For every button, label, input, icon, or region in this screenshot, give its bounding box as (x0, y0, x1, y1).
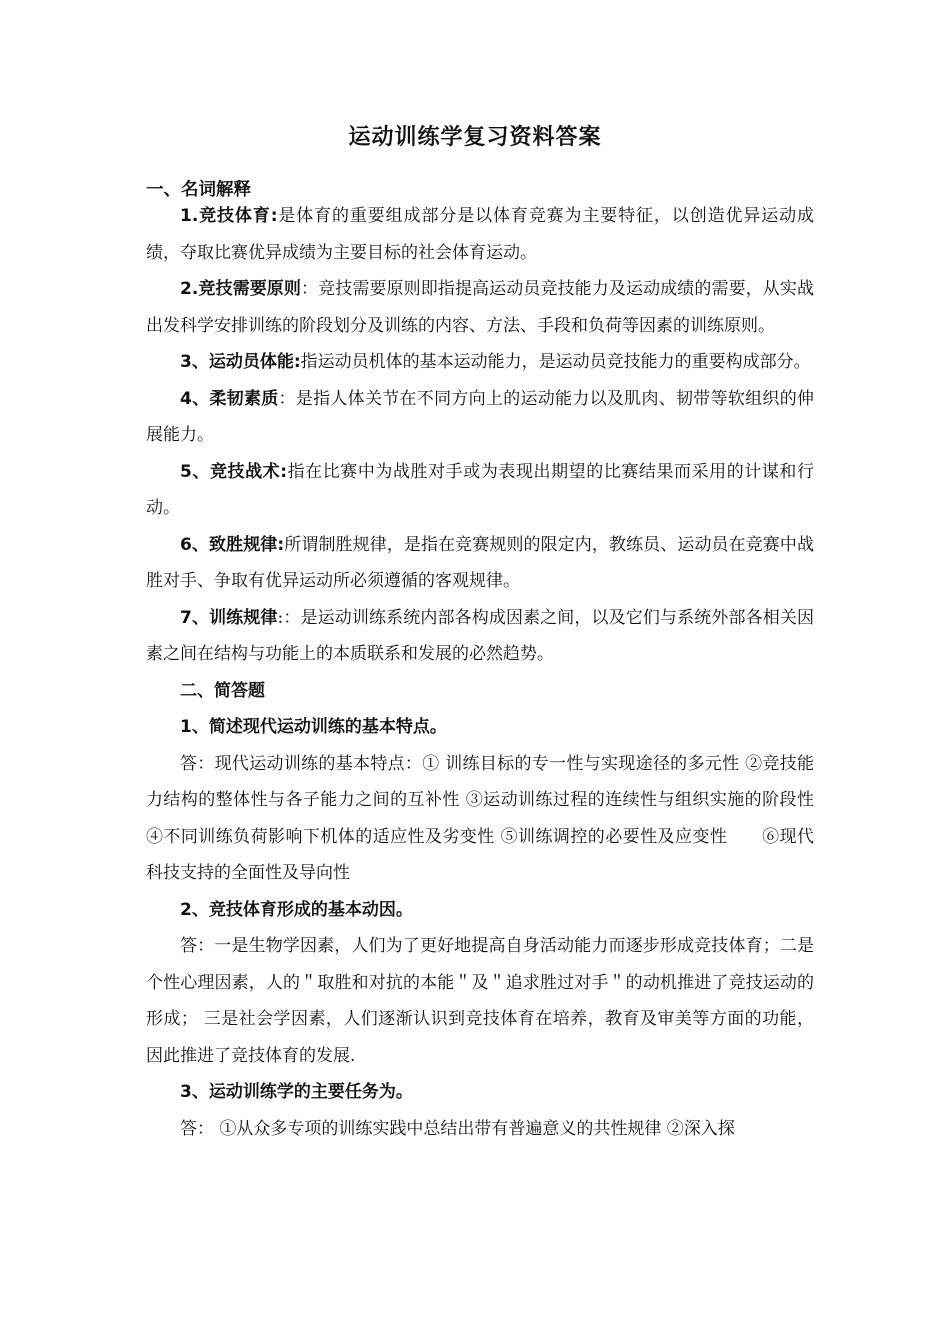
term-text: 是体育的重要组成部分是以体育竞赛为主要特征，以创造优异运动成绩，夺取比赛优异成绩为主要目标的社会体育运动。 (146, 206, 814, 263)
term-definition (146, 271, 814, 344)
answer-text: 答：现代运动训练的基本特点：① 训练目标的专一性与实现途径的多元性 ②竞技能力结构的整体性与各子能力之间的互补性 ③运动训练过程的连续性与组织实施的阶段性 ④不同训练负荷影响下机体的适应性及劣变性 ⑤训练调控的必要性及应变性 ⑥现代科技支持的全面性及导向性 (146, 753, 831, 883)
term-text: 指在比赛中为战胜对手或为表现出期望的比赛结果而采用的计谋和行动。 (146, 461, 814, 518)
term-label: 2.竞技需要原则 (180, 279, 302, 299)
term-text: :：是运动训练系统内部各构成因素之间，以及它们与系统外部各相关因素之间在结构与功能上的本质联系和发展的必然趋势。 (146, 607, 814, 664)
term-label: 6、致胜规律: (180, 534, 285, 555)
section-heading-terms: 一、名词解释 (146, 180, 251, 200)
section-heading-short-answer: 二、简答题 (180, 680, 265, 701)
page-title: 运动训练学复习资料答案 (348, 125, 602, 150)
document-body (146, 198, 831, 1147)
term-definition (146, 454, 814, 527)
question-title: 3、运动训练学的主要任务为。 (180, 1082, 413, 1102)
term-text: 指运动员机体的基本运动能力，是运动员竞技能力的重要构成部分。 (300, 352, 811, 372)
term-text: ：是指人体关节在不同方向上的运动能力以及肌肉、韧带等软组织的伸展能力。 (146, 388, 814, 445)
term-text: ：竞技需要原则即指提高运动员竞技能力及运动成绩的需要，从实战出发科学安排训练的阶段划分及训练的内容、方法、手段和负荷等因素的训练原则。 (146, 279, 814, 336)
term-label: 7、训练规律 (180, 607, 278, 628)
question-title: 2、竞技体育形成的基本动因。 (180, 899, 413, 920)
answer-text: 答： ①从众多专项的训练实践中总结出带有普遍意义的共性规律 ②深入探 (180, 1118, 735, 1139)
term-label: 3、运动员体能: (180, 352, 301, 372)
term-label: 5、竞技战术: (180, 461, 288, 482)
term-definition (146, 527, 814, 600)
term-label: 1.竞技体育: (180, 206, 278, 226)
question-title: 1、简述现代运动训练的基本特点。 (180, 717, 447, 737)
term-definition (146, 381, 814, 454)
term-definition (146, 344, 814, 381)
term-definition (146, 600, 814, 673)
term-label: 4、柔韧素质 (180, 388, 279, 409)
term-definition (146, 198, 814, 271)
term-text: 所谓制胜规律，是指在竞赛规则的限定内，教练员、运动员在竞赛中战胜对手、争取有优异运动所必须遵循的客观规律。 (146, 534, 814, 591)
answer-text: 答：一是生物学因素，人们为了更好地提高自身活动能力而逐步形成竞技体育；二是个性心理因素，人的＂取胜和对抗的本能＂及＂追求胜过对手＂的动机推进了竞技运动的形成； 三是社会学因素，人们逐渐认识到竞技体育在培养，教育及审美等方面的功能，因此推进了竞技体育的发展. (146, 936, 814, 1066)
